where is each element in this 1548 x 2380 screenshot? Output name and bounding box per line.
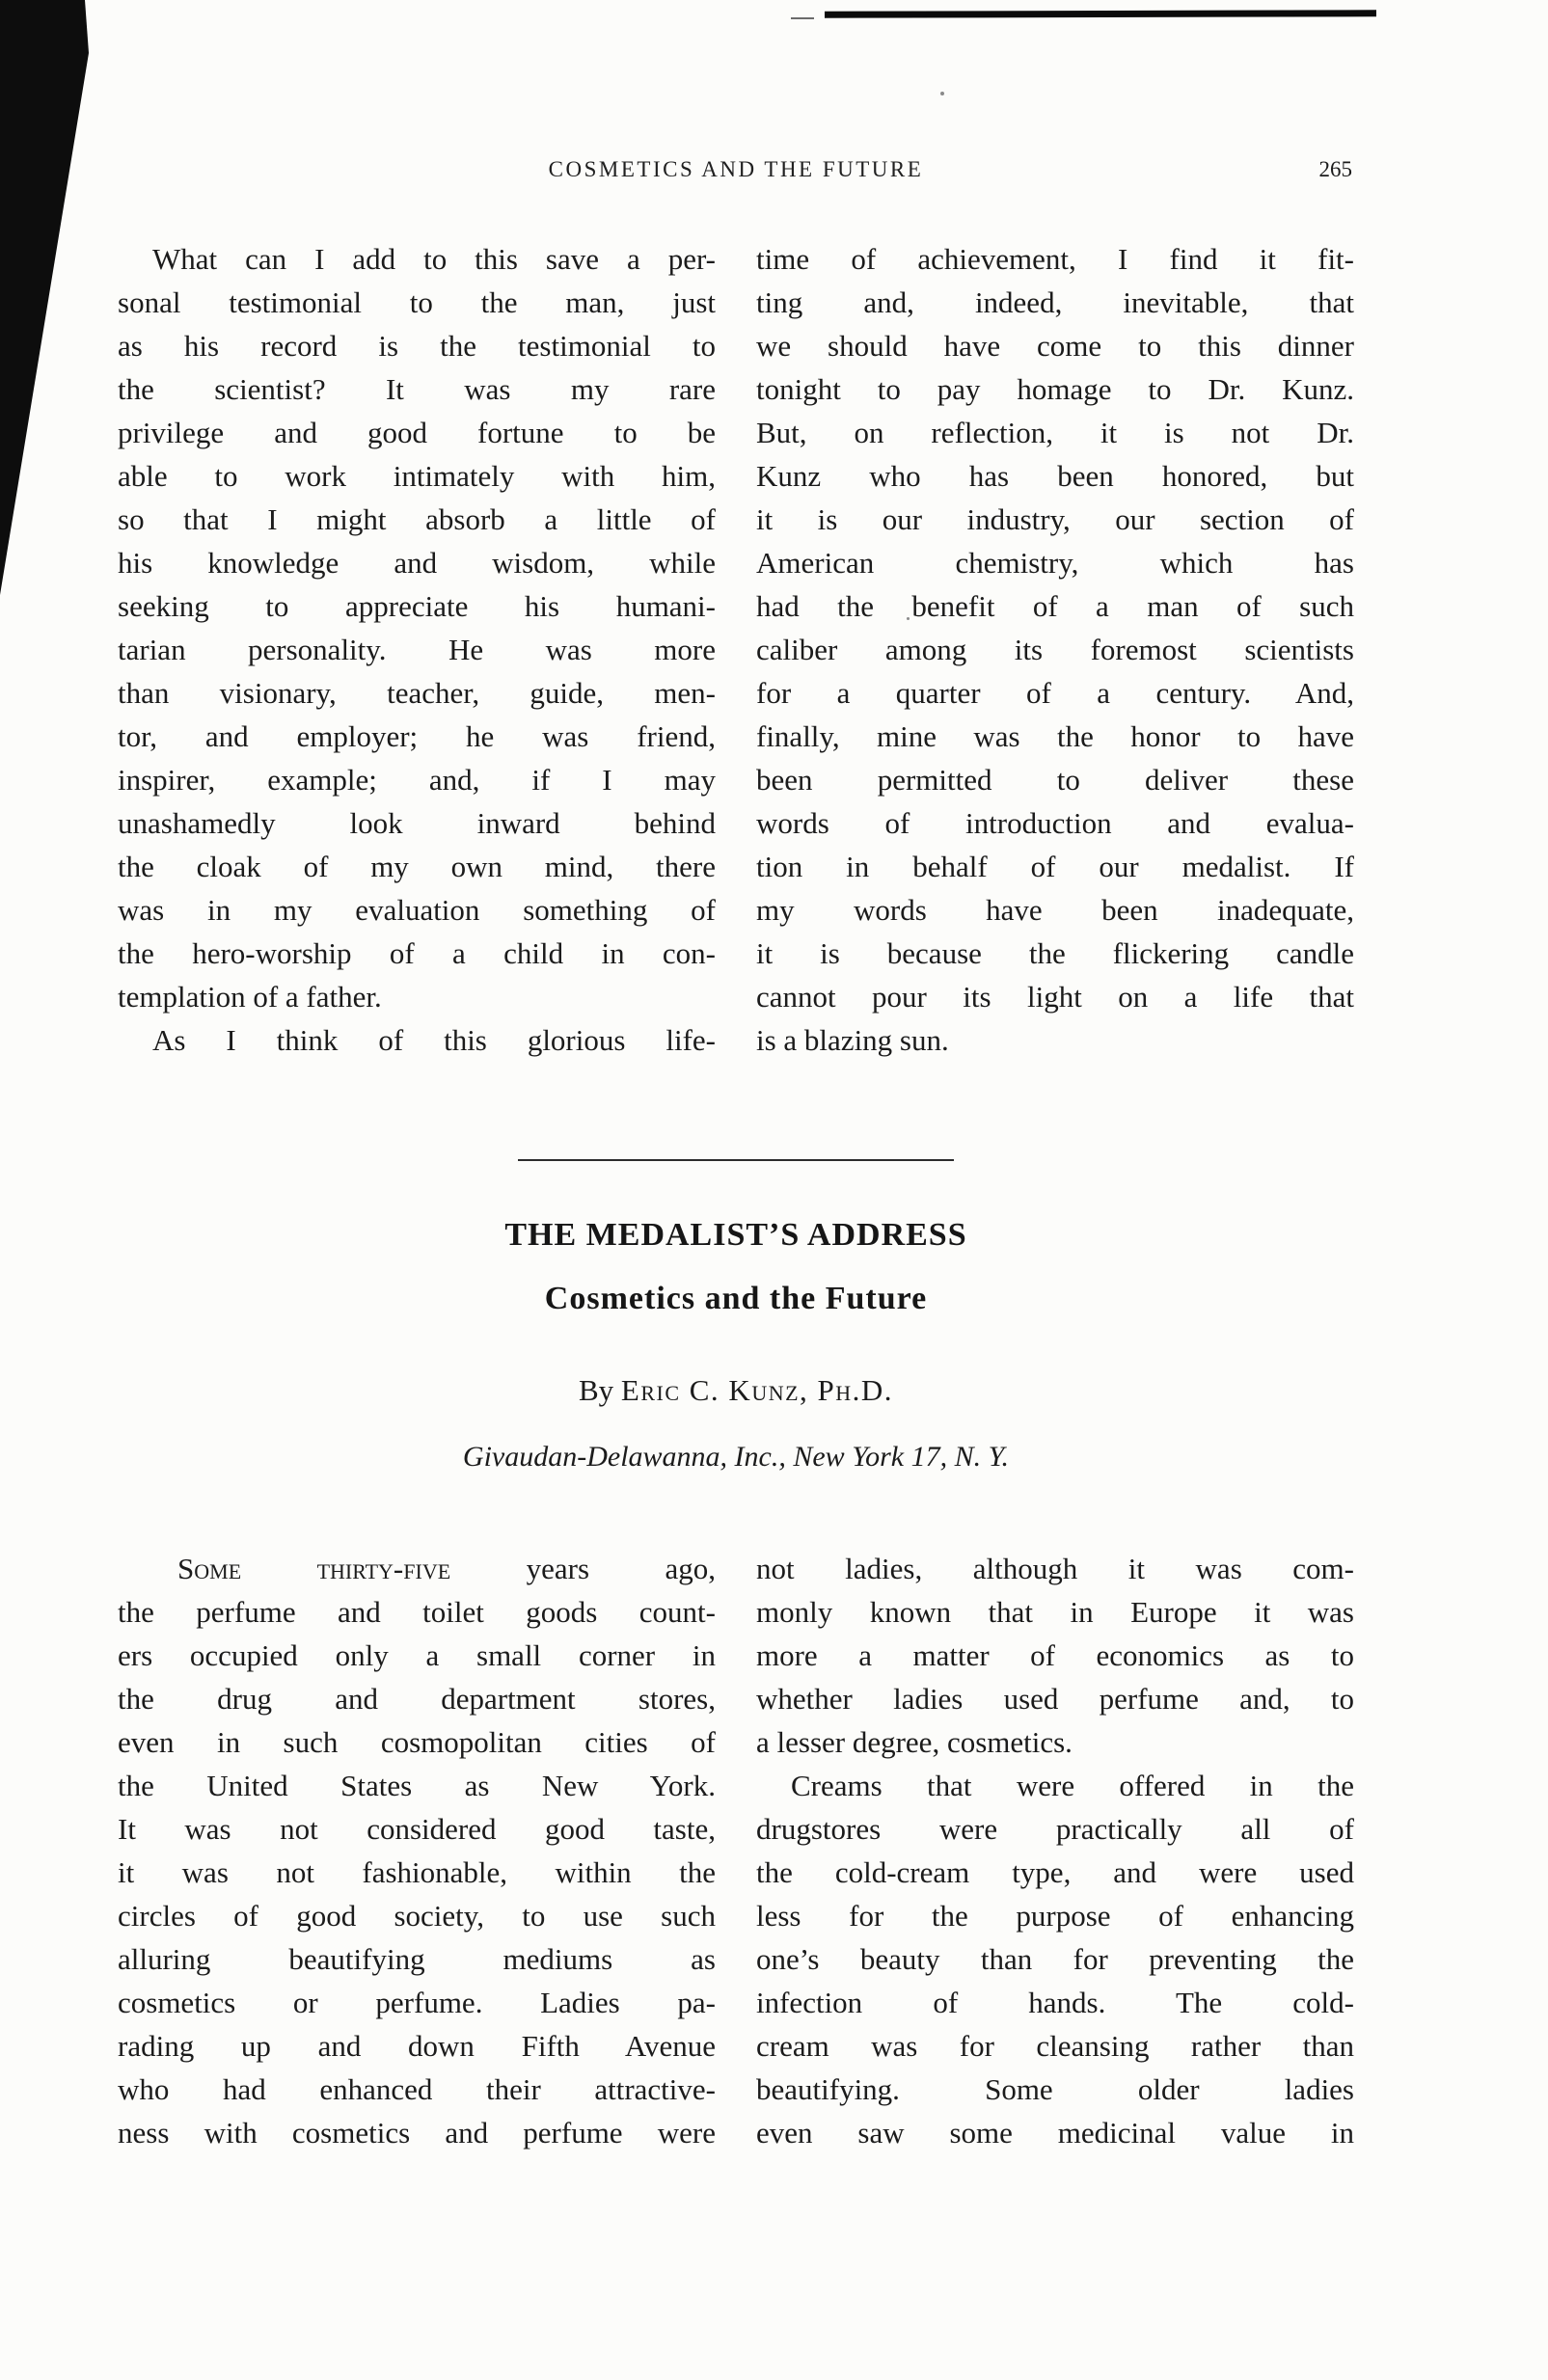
text-run: able to work intimately with him, <box>118 459 716 493</box>
text-line <box>756 845 1354 888</box>
text-run: it is because the flickering candle <box>756 936 1354 970</box>
text-line <box>756 1018 1354 1062</box>
text-line <box>756 1807 1354 1851</box>
text-run: the drug and department stores, <box>118 1682 716 1716</box>
text-line <box>756 1851 1354 1894</box>
text-run: sonal testimonial to the man, just <box>118 285 716 319</box>
text-run: Creams that were offered in the <box>791 1769 1354 1802</box>
text-line <box>756 2111 1354 2154</box>
text-line <box>756 1894 1354 1937</box>
text-run: the hero-worship of a child in con- <box>118 936 716 970</box>
text-line <box>756 801 1354 845</box>
text-run: infection of hands. The cold- <box>756 1986 1354 2019</box>
text-run: unashamedly look inward behind <box>118 806 716 840</box>
text-line <box>118 498 716 541</box>
text-line <box>118 324 716 367</box>
text-line <box>756 1981 1354 2024</box>
scan-artifact-binding-wedge <box>0 0 96 598</box>
text-run: inspirer, example; and, if I may <box>118 763 716 797</box>
scan-speck <box>940 92 944 95</box>
text-run: What can I add to this save a per- <box>152 242 716 276</box>
author-name: Eric C. Kunz, Ph.D. <box>620 1373 894 1407</box>
text-run: whether ladies used perfume and, to <box>756 1682 1354 1716</box>
text-line <box>118 715 716 758</box>
text-run: is a blazing sun. <box>756 1023 949 1057</box>
text-run: drugstores were practically all of <box>756 1812 1354 1846</box>
text-run: more a matter of economics as to <box>756 1638 1354 1672</box>
text-line <box>756 367 1354 411</box>
text-run: not ladies, although it was com- <box>756 1552 1354 1585</box>
text-line <box>118 411 716 454</box>
byline <box>118 1373 1354 1408</box>
text-line <box>118 845 716 888</box>
text-line <box>756 411 1354 454</box>
section-divider-rule <box>518 1159 954 1161</box>
text-run: was in my evaluation something of <box>118 893 716 927</box>
scan-artifact-top-rule <box>825 10 1376 17</box>
text-run: ness with cosmetics and perfume were <box>118 2116 716 2150</box>
text-run: than visionary, teacher, guide, men- <box>118 676 716 710</box>
text-line <box>756 1590 1354 1634</box>
right-column <box>756 237 1354 1062</box>
right-column <box>756 1547 1354 2154</box>
text-run: years ago, <box>450 1552 716 1585</box>
text-run: his knowledge and wisdom, while <box>118 546 716 580</box>
text-line <box>756 324 1354 367</box>
text-line <box>118 1547 716 1590</box>
article-title: THE MEDALIST’S ADDRESS <box>504 1217 967 1253</box>
text-line <box>118 1720 716 1764</box>
text-line <box>756 1937 1354 1981</box>
text-line <box>756 1547 1354 1590</box>
text-line <box>118 628 716 671</box>
text-line <box>118 758 716 801</box>
text-line <box>756 975 1354 1018</box>
text-run: even in such cosmopolitan cities of <box>118 1725 716 1759</box>
text-line <box>118 975 716 1018</box>
text-line <box>118 584 716 628</box>
text-run: less for the purpose of enhancing <box>756 1899 1354 1933</box>
text-run: even saw some medicinal value in <box>756 2116 1354 2150</box>
left-column <box>118 237 716 1062</box>
byline-prefix: By <box>578 1373 621 1407</box>
text-line <box>756 584 1354 628</box>
text-run: alluring beautifying mediums as <box>118 1942 716 1976</box>
text-line <box>756 281 1354 324</box>
text-run: the perfume and toilet goods count- <box>118 1595 716 1629</box>
text-run: tion in behalf of our medalist. If <box>756 850 1354 883</box>
text-line <box>756 2068 1354 2111</box>
text-line <box>118 1018 716 1062</box>
text-line <box>118 1764 716 1807</box>
text-run: finally, mine was the honor to have <box>756 719 1354 753</box>
text-line <box>118 2111 716 2154</box>
text-run: the United States as New York. <box>118 1769 716 1802</box>
text-line <box>756 1634 1354 1677</box>
text-run: ting and, indeed, inevitable, that <box>756 285 1354 319</box>
text-run: As I think of this glorious life- <box>152 1023 716 1057</box>
text-line <box>118 237 716 281</box>
text-run: American chemistry, which has <box>756 546 1354 580</box>
text-line <box>756 715 1354 758</box>
text-run: it was not fashionable, within the <box>118 1855 716 1889</box>
text-run: But, on reflection, it is not Dr. <box>756 416 1354 449</box>
text-run: caliber among its foremost scientists <box>756 633 1354 666</box>
text-run: cosmetics or perfume. Ladies pa- <box>118 1986 716 2019</box>
text-run: cream was for cleansing rather than <box>756 2029 1354 2063</box>
text-run: the cloak of my own mind, there <box>118 850 716 883</box>
author-affiliation: Givaudan-Delawanna, Inc., New York 17, N. Y. <box>462 1441 1010 1473</box>
text-line <box>118 1677 716 1720</box>
text-run: so that I might absorb a little of <box>118 502 716 536</box>
text-run: who had enhanced their attractive- <box>118 2072 716 2106</box>
text-run: it is our industry, our section of <box>756 502 1354 536</box>
text-line <box>756 1677 1354 1720</box>
text-line <box>756 932 1354 975</box>
text-line <box>118 1981 716 2024</box>
text-line <box>118 1634 716 1677</box>
text-line <box>756 628 1354 671</box>
text-run: It was not considered good taste, <box>118 1812 716 1846</box>
text-line <box>118 2024 716 2068</box>
text-run: been permitted to deliver these <box>756 763 1354 797</box>
text-line <box>118 454 716 498</box>
text-run: tor, and employer; he was friend, <box>118 719 716 753</box>
text-line <box>118 671 716 715</box>
text-run: Kunz who has been honored, but <box>756 459 1354 493</box>
text-line <box>756 237 1354 281</box>
text-line <box>118 1807 716 1851</box>
text-run: time of achievement, I find it fit- <box>756 242 1354 276</box>
text-line <box>118 888 716 932</box>
text-run: the cold-cream type, and were used <box>756 1855 1354 1889</box>
text-run: templation of a father. <box>118 980 382 1014</box>
text-line <box>118 932 716 975</box>
text-run: monly known that in Europe it was <box>756 1595 1354 1629</box>
text-line <box>118 1937 716 1981</box>
text-run: we should have come to this dinner <box>756 329 1354 363</box>
text-line <box>756 1764 1354 1807</box>
text-line <box>756 498 1354 541</box>
text-line <box>118 801 716 845</box>
left-column <box>118 1547 716 2154</box>
text-run: beautifying. Some older ladies <box>756 2072 1354 2106</box>
text-line <box>756 2024 1354 2068</box>
text-run: cannot pour its light on a life that <box>756 980 1354 1014</box>
text-run: words of introduction and evalua- <box>756 806 1354 840</box>
text-run: had the benefit of a man of such <box>756 589 1354 623</box>
address-body-text <box>118 1547 1354 2154</box>
text-line <box>118 2068 716 2111</box>
introduction-closing-text <box>118 237 1354 1062</box>
text-run: as his record is the testimonial to <box>118 329 716 363</box>
text-line <box>756 454 1354 498</box>
text-run: tonight to pay homage to Dr. Kunz. <box>756 372 1354 406</box>
small-caps-run: Some thirty-five <box>177 1552 451 1585</box>
text-run: rading up and down Fifth Avenue <box>118 2029 716 2063</box>
running-head-title: COSMETICS AND THE FUTURE <box>548 157 924 181</box>
text-line <box>118 367 716 411</box>
text-line <box>756 758 1354 801</box>
text-line <box>118 541 716 584</box>
text-run: seeking to appreciate his humani- <box>118 589 716 623</box>
text-line <box>756 888 1354 932</box>
text-line <box>756 541 1354 584</box>
article-subtitle: Cosmetics and the Future <box>544 1281 928 1316</box>
text-line <box>756 1720 1354 1764</box>
text-run: circles of good society, to use such <box>118 1899 716 1933</box>
text-run: my words have been inadequate, <box>756 893 1354 927</box>
text-run: tarian personality. He was more <box>118 633 716 666</box>
text-run: one’s beauty than for preventing the <box>756 1942 1354 1976</box>
text-line <box>118 1894 716 1937</box>
running-head <box>118 157 1354 182</box>
text-run: ers occupied only a small corner in <box>118 1638 716 1672</box>
text-run: for a quarter of a century. And, <box>756 676 1354 710</box>
text-line <box>118 1590 716 1634</box>
text-line <box>118 1851 716 1894</box>
text-line <box>118 281 716 324</box>
text-run: the scientist? It was my rare <box>118 372 716 406</box>
scan-artifact-tick <box>791 17 814 19</box>
text-run: a lesser degree, cosmetics. <box>756 1725 1073 1759</box>
text-run: privilege and good fortune to be <box>118 416 716 449</box>
page-number: 265 <box>1318 157 1352 181</box>
text-line <box>756 671 1354 715</box>
